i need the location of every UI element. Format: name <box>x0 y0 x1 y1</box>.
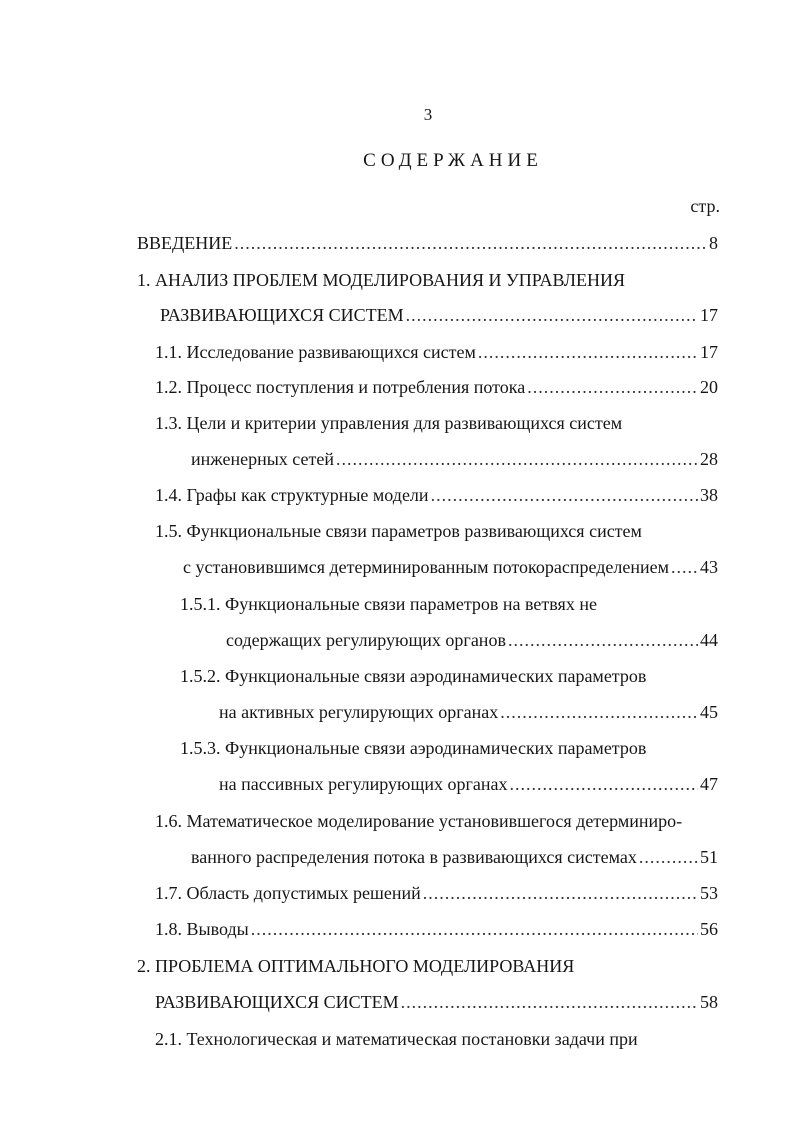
toc-page-number: 28 <box>700 449 718 469</box>
page-title: СОДЕРЖАНИЕ <box>363 150 543 171</box>
toc-entry-text: 2. ПРОБЛЕМА ОПТИМАЛЬНОГО МОДЕЛИРОВАНИЯ <box>137 956 575 976</box>
dot-leader <box>509 771 698 797</box>
toc-entry-text: содержащих регулирующих органов <box>226 630 506 650</box>
toc-entry-text: ВВЕДЕНИЕ <box>137 233 233 253</box>
toc-page-number: 38 <box>700 485 718 505</box>
toc-entry-text: 1.8. Выводы <box>155 919 249 939</box>
toc-page-number: 20 <box>700 377 718 397</box>
toc-entry-1-5-1-heading[interactable] <box>180 591 597 617</box>
toc-page-number: 45 <box>700 702 718 722</box>
dot-leader <box>671 554 698 580</box>
toc-entry-1-6[interactable] <box>191 844 718 870</box>
toc-entry-1-8[interactable] <box>155 916 718 942</box>
toc-entry-1-5-3-heading[interactable] <box>180 735 646 761</box>
toc-entry-1-5[interactable] <box>183 554 718 580</box>
toc-page-number: 43 <box>700 557 718 577</box>
toc-entry-introduction[interactable] <box>137 230 718 256</box>
toc-entry-text: 1.5.3. Функциональные связи аэродинамических параметров <box>180 738 647 758</box>
toc-entry-text: 1. АНАЛИЗ ПРОБЛЕМ МОДЕЛИРОВАНИЯ И УПРАВЛЕНИЯ <box>137 270 625 290</box>
toc-page-number: 58 <box>700 992 718 1012</box>
dot-leader <box>423 880 698 906</box>
toc-chapter-1-heading[interactable] <box>137 267 625 293</box>
toc-entry-text: 1.5.1. Функциональные связи параметров на ветвях не <box>180 594 597 614</box>
toc-entry-text: 1.4. Графы как структурные модели <box>155 485 429 505</box>
toc-page-number: 8 <box>709 233 718 253</box>
toc-entry-text: 1.5.2. Функциональные связи аэродинамических параметров <box>180 666 647 686</box>
toc-entry-1-5-1[interactable] <box>226 627 718 653</box>
toc-entry-1-5-3[interactable] <box>219 771 718 797</box>
toc-entry-2-1-heading[interactable] <box>155 1026 638 1052</box>
toc-page-number: 17 <box>700 305 718 325</box>
toc-entry-1-6-heading[interactable] <box>155 808 682 834</box>
dot-leader <box>508 627 698 653</box>
dot-leader <box>527 374 698 400</box>
dot-leader <box>251 916 698 942</box>
page-number: 3 <box>423 105 433 124</box>
toc-entry-text: РАЗВИВАЮЩИХСЯ СИСТЕМ <box>160 305 404 325</box>
dot-leader <box>478 339 698 365</box>
toc-entry-text: РАЗВИВАЮЩИХСЯ СИСТЕМ <box>155 992 399 1012</box>
toc-chapter-2-heading[interactable] <box>137 953 574 979</box>
toc-page-number: 56 <box>700 919 718 939</box>
toc-entry-1-5-2-heading[interactable] <box>180 663 646 689</box>
dot-leader <box>639 844 698 870</box>
dot-leader <box>431 482 698 508</box>
toc-entry-text: 1.3. Цели и критерии управления для развивающихся систем <box>155 413 623 433</box>
toc-entry-1-5-heading[interactable] <box>155 518 642 544</box>
toc-page-number: 51 <box>700 847 718 867</box>
dot-leader <box>401 989 698 1015</box>
toc-entry-1-7[interactable] <box>155 880 718 906</box>
toc-entry-1-5-2[interactable] <box>219 699 718 725</box>
toc-page-number: 53 <box>700 883 718 903</box>
toc-chapter-2[interactable] <box>155 989 718 1015</box>
toc-entry-text: 1.5. Функциональные связи параметров развивающихся систем <box>155 521 642 541</box>
toc-page-number: 47 <box>700 774 718 794</box>
toc-entry-text: 1.1. Исследование развивающихся систем <box>155 342 476 362</box>
dot-leader <box>406 302 698 328</box>
toc-entry-1-3-heading[interactable] <box>155 410 622 436</box>
toc-entry-text: на пассивных регулирующих органах <box>219 774 508 794</box>
toc-entry-text: инженерных сетей <box>191 449 334 469</box>
toc-entry-text: 1.7. Область допустимых решений <box>155 883 421 903</box>
toc-entry-text: на активных регулирующих органах <box>219 702 499 722</box>
toc-entry-text: ванного распределения потока в развивающихся системах <box>191 847 637 867</box>
dot-leader <box>500 699 698 725</box>
toc-entry-1-3[interactable] <box>191 446 718 472</box>
toc-entry-text: 2.1. Технологическая и математическая постановки задачи при <box>155 1029 638 1049</box>
toc-entry-text: 1.6. Математическое моделирование установившегося детерминиро- <box>155 811 683 831</box>
dot-leader <box>234 230 707 256</box>
toc-page-number: 17 <box>700 342 718 362</box>
toc-page-number: 44 <box>700 630 718 650</box>
toc-entry-text: с установившимся детерминированным потокораспределением <box>183 557 669 577</box>
toc-entry-1-4[interactable] <box>155 482 718 508</box>
toc-entry-1-1[interactable] <box>155 339 718 365</box>
page-column-label: стр. <box>690 196 720 216</box>
dot-leader <box>336 446 698 472</box>
toc-entry-text: 1.2. Процесс поступления и потребления потока <box>155 377 526 397</box>
toc-entry-1-2[interactable] <box>155 374 718 400</box>
toc-chapter-1[interactable] <box>160 302 718 328</box>
